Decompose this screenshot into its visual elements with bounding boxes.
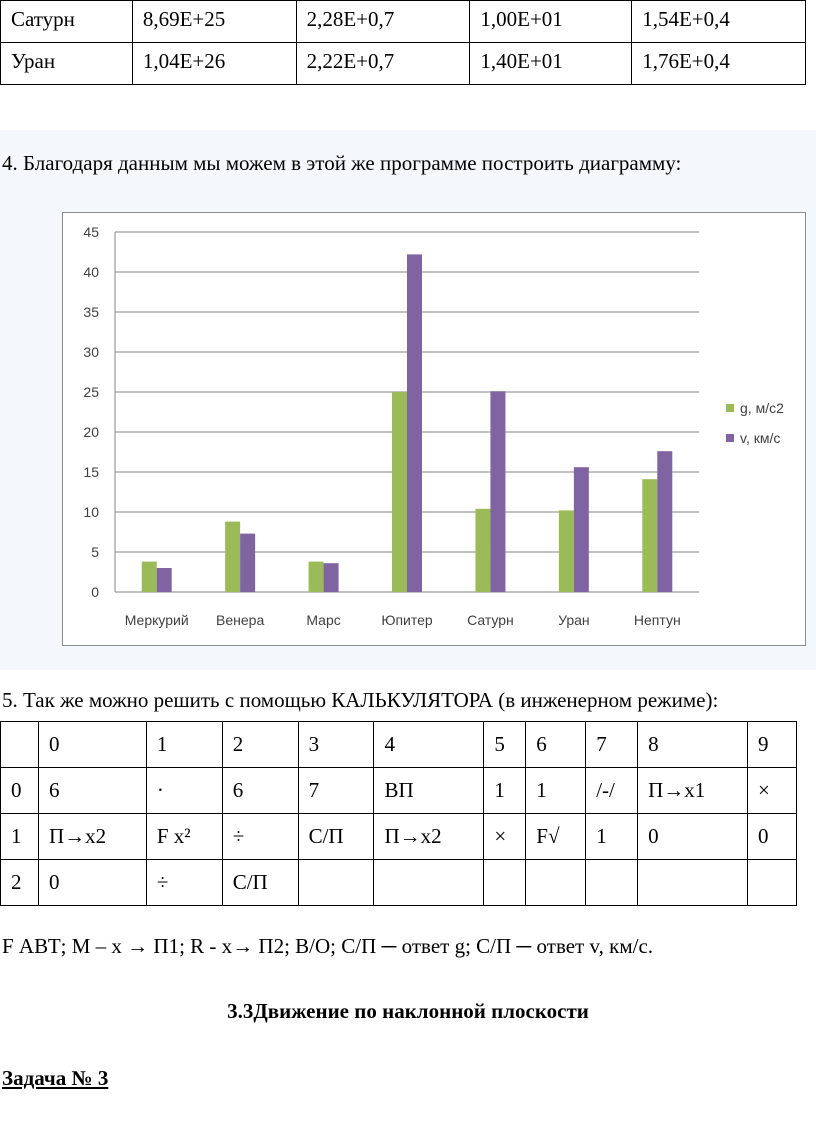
y-tick-label: 0 [91,584,99,600]
bar-v [157,568,172,592]
y-tick-label: 40 [83,264,99,280]
table-cell: 6 [526,722,586,768]
bar-v [240,534,255,592]
table-cell: ÷ [222,814,298,860]
legend-swatch [726,404,734,412]
x-tick-label: Юпитер [381,612,433,628]
table-row [1,43,806,85]
section-heading: 3.3Движение по наклонной плоскости [227,999,589,1023]
table-cell: 4 [374,722,484,768]
table-cell: 7 [586,722,638,768]
table-cell: ÷ [146,860,222,906]
table-cell: 6 [38,768,146,814]
y-tick-label: 25 [83,384,99,400]
table-cell: 8,69E+25 [132,1,296,43]
table-cell: 0 [1,768,39,814]
bar-g [225,522,240,592]
table-cell [1,722,39,768]
table-cell: 5 [484,722,526,768]
bar-chart [63,213,805,645]
table-cell [374,860,484,906]
table-cell: П→x2 [38,814,146,860]
bar-g [142,562,157,592]
x-tick-label: Марс [306,612,341,628]
table-cell: 1 [484,768,526,814]
table-row [1,722,797,768]
table-cell: 2 [222,722,298,768]
x-tick-label: Венера [216,612,265,628]
table-cell: 1,40E+01 [470,43,632,85]
table-cell: 2,22E+0,7 [296,43,470,85]
table-cell: 1,04E+26 [132,43,296,85]
table-cell [526,860,586,906]
table-cell: С/П [222,860,298,906]
table-cell: 0 [638,814,748,860]
table-row [1,814,797,860]
table-cell: 1,00E+01 [470,1,632,43]
table-cell: 1 [586,814,638,860]
calculator-program-table [0,721,797,906]
table-cell: F x² [146,814,222,860]
table-cell [638,860,748,906]
y-tick-label: 45 [83,224,99,240]
table-cell: 2,28E+0,7 [296,1,470,43]
table-cell: 7 [298,768,374,814]
table-cell: П→x2 [374,814,484,860]
bar-v [407,254,422,592]
table-cell: Сатурн [1,1,133,43]
task-title: Задача № 3 [2,1066,109,1090]
table-cell: 0 [38,722,146,768]
bar-g [642,479,657,592]
y-tick-label: 15 [83,464,99,480]
table-cell: 8 [638,722,748,768]
x-tick-label: Уран [558,612,590,628]
legend-swatch [726,434,734,442]
table-cell: 1 [146,722,222,768]
table-cell [484,860,526,906]
planet-data-table [0,0,806,85]
table-cell [298,860,374,906]
table-cell: 1,54E+0,4 [632,1,806,43]
legend-label: v, км/с [740,430,781,446]
y-tick-label: 20 [83,424,99,440]
bar-v [490,391,505,592]
table-cell: 9 [748,722,797,768]
table-cell: П→x1 [638,768,748,814]
y-tick-label: 30 [83,344,99,360]
table-cell: /-/ [586,768,638,814]
chart-frame [62,212,806,646]
bar-g [475,509,490,592]
formula-line: F АВТ; М – х → П1; R - х→ П2; В/О; С/П ─ ответ g; С/П ─ ответ v, км/с. [2,934,654,958]
table-cell: 1 [526,768,586,814]
x-tick-label: Сатурн [467,612,514,628]
table-cell: 3 [298,722,374,768]
table-row [1,768,797,814]
table-cell: × [484,814,526,860]
table-cell: × [748,768,797,814]
table-row [1,1,806,43]
paragraph-5: 5. Так же можно решить с помощью КАЛЬКУЛЯТОРА (в инженерном режиме): [2,688,719,712]
table-cell: 1,76E+0,4 [632,43,806,85]
table-cell: 6 [222,768,298,814]
legend-label: g, м/с2 [740,400,784,416]
table-cell: · [146,768,222,814]
table-row [1,860,797,906]
paragraph-4: 4. Благодаря данным мы можем в этой же программе построить диаграмму: [2,151,682,175]
table-cell: ВП [374,768,484,814]
x-tick-label: Меркурий [124,612,189,628]
x-tick-label: Нептун [633,612,681,628]
bar-v [657,451,672,592]
table-cell [748,860,797,906]
y-tick-label: 5 [91,544,99,560]
y-tick-label: 35 [83,304,99,320]
y-tick-label: 10 [83,504,99,520]
bar-v [574,467,589,592]
bar-g [392,392,407,592]
table-cell: 0 [748,814,797,860]
table-cell: F√ [526,814,586,860]
bar-v [324,563,339,592]
bar-g [559,510,574,592]
table-cell: 2 [1,860,39,906]
bar-g [309,562,324,592]
table-cell: С/П [298,814,374,860]
table-cell: 0 [38,860,146,906]
table-cell [586,860,638,906]
table-cell: 1 [1,814,39,860]
table-cell: Уран [1,43,133,85]
